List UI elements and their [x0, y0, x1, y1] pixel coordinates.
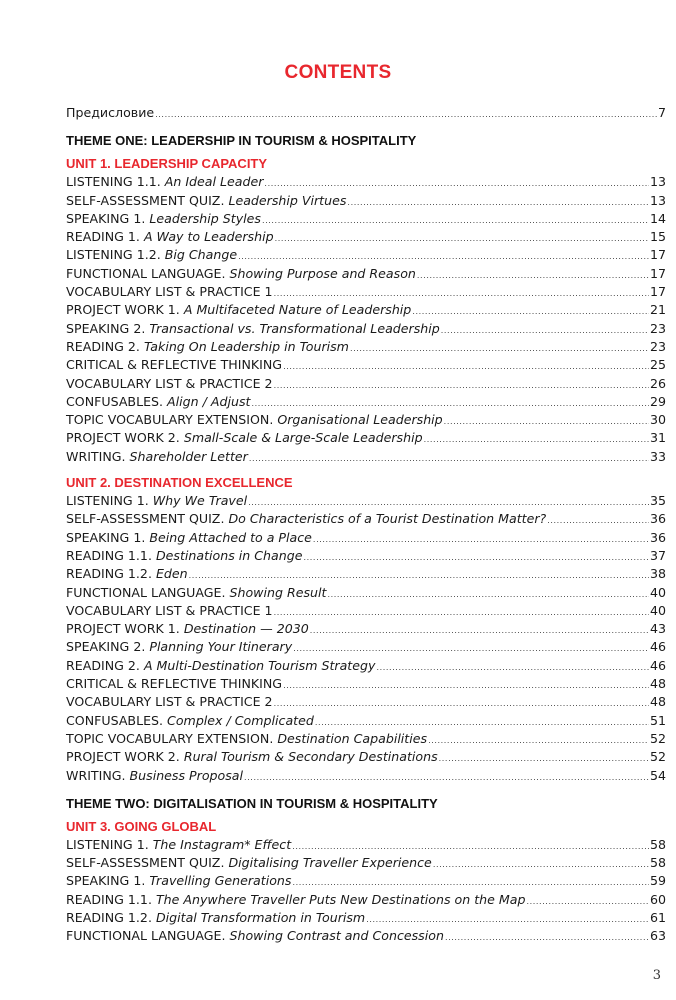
entry-label — [66, 872, 291, 890]
toc-entry[interactable] — [66, 429, 666, 447]
toc-entry[interactable] — [66, 265, 666, 283]
dot-leader — [445, 929, 649, 947]
entry-label — [66, 547, 303, 565]
entry-section: SPEAKING 1. — [66, 210, 150, 226]
entry-page: 31 — [649, 430, 666, 446]
entry-title: The Anywhere Traveller Puts New Destinations on the Map — [155, 891, 526, 907]
entry-title: Leadership Styles — [149, 210, 261, 226]
dot-leader — [275, 230, 649, 248]
entry-title: Showing Purpose and Reason — [229, 265, 416, 281]
entry-title: Complex / Complicated — [167, 712, 314, 728]
dot-leader — [304, 549, 649, 567]
toc-entry[interactable] — [66, 338, 666, 356]
entry-page: 52 — [649, 749, 666, 765]
entry-page: 43 — [649, 621, 666, 637]
toc-entry[interactable] — [66, 448, 666, 466]
entry-section: WRITING. — [66, 767, 130, 783]
entry-page: 37 — [649, 547, 666, 563]
entry-label — [66, 492, 247, 510]
toc-entry[interactable] — [66, 411, 666, 429]
entry-title: Taking On Leadership in Tourism — [143, 338, 349, 354]
entry-section: READING 1.1. — [66, 891, 156, 907]
dot-leader — [376, 659, 649, 677]
toc-entry[interactable] — [66, 712, 666, 730]
toc-entry[interactable] — [66, 620, 666, 638]
entry-section: SPEAKING 2. — [66, 639, 150, 655]
entry-page: 17 — [649, 284, 666, 300]
toc-entry[interactable] — [66, 836, 666, 854]
entry-section: SPEAKING 2. — [66, 320, 150, 336]
dot-leader — [526, 893, 649, 911]
entry-label — [66, 356, 282, 374]
entry-page: 15 — [649, 229, 666, 245]
theme-heading: THEME ONE: LEADERSHIP IN TOURISM & HOSPITALITY — [66, 133, 417, 149]
toc-entry[interactable] — [66, 393, 666, 411]
entry-label — [66, 375, 273, 393]
entry-section: PROJECT WORK 2. — [66, 430, 184, 446]
toc-entry[interactable] — [66, 320, 666, 338]
entry-page: 40 — [649, 602, 666, 618]
entry-title: Big Change — [164, 247, 238, 263]
entry-section: PROJECT WORK 1. — [66, 302, 184, 318]
entry-page: 58 — [649, 855, 666, 871]
entry-page: 52 — [649, 730, 666, 746]
table-of-contents — [66, 104, 666, 946]
entry-page: 35 — [649, 493, 666, 509]
entry-page: 23 — [649, 320, 666, 336]
entry-label — [66, 529, 312, 547]
entry-section: CRITICAL & REFLECTIVE THINKING — [66, 676, 283, 692]
entry-label — [66, 265, 416, 283]
entry-label — [66, 565, 188, 583]
entry-label — [66, 210, 261, 228]
dot-leader — [417, 267, 649, 285]
entry-title: Transactional vs. Transformational Leadership — [149, 320, 440, 336]
entry-title: Small-Scale & Large-Scale Leadership — [183, 430, 423, 446]
entry-label: Предисловие — [66, 105, 155, 120]
entry-section: FUNCTIONAL LANGUAGE. — [66, 265, 230, 281]
entry-title: Organisational Leadership — [277, 412, 443, 428]
toc-entry[interactable] — [66, 909, 666, 927]
entry-page: 29 — [649, 393, 666, 409]
entry-section: VOCABULARY LIST & PRACTICE 1 — [66, 284, 273, 300]
entry-title: Showing Result — [229, 584, 327, 600]
entry-title: Business Proposal — [129, 767, 244, 783]
toc-entry[interactable] — [66, 767, 666, 785]
toc-entry[interactable] — [66, 375, 666, 393]
toc-entry[interactable] — [66, 210, 666, 228]
entry-page: 40 — [649, 584, 666, 600]
toc-entry[interactable] — [66, 529, 666, 547]
entry-title: Digital Transformation in Tourism — [155, 909, 366, 925]
entry-title: Eden — [155, 566, 188, 582]
entry-label — [66, 602, 273, 620]
entry-label — [66, 891, 525, 909]
entry-title: Destination Capabilities — [277, 730, 428, 746]
dot-leader — [313, 531, 649, 549]
toc-entry[interactable] — [66, 510, 666, 528]
entry-label — [66, 411, 443, 429]
entry-section: SPEAKING 1. — [66, 873, 150, 889]
dot-leader — [249, 450, 649, 468]
entry-label — [66, 246, 237, 264]
entry-title: Shareholder Letter — [129, 448, 248, 464]
unit-heading: UNIT 2. DESTINATION EXCELLENCE — [66, 475, 293, 491]
entry-section: SPEAKING 1. — [66, 529, 150, 545]
entry-page: 14 — [649, 210, 666, 226]
entry-section: LISTENING 1.2. — [66, 247, 165, 263]
entry-section: READING 1.1. — [66, 547, 156, 563]
entry-label — [66, 283, 273, 301]
entry-page: 25 — [649, 357, 666, 373]
dot-leader — [283, 358, 649, 376]
toc-entry[interactable] — [66, 675, 666, 693]
toc-entry[interactable] — [66, 891, 666, 909]
entry-page: 21 — [649, 302, 666, 318]
entry-page: 13 — [649, 174, 666, 190]
dot-leader — [155, 106, 657, 124]
entry-title: Being Attached to a Place — [149, 529, 312, 545]
entry-label — [66, 173, 263, 191]
entry-section: TOPIC VOCABULARY EXTENSION. — [66, 730, 278, 746]
entry-section: CONFUSABLES. — [66, 393, 168, 409]
entry-section: VOCABULARY LIST & PRACTICE 1 — [66, 602, 273, 618]
theme-heading: THEME TWO: DIGITALISATION IN TOURISM & HOSPITALITY — [66, 795, 438, 811]
dot-leader — [274, 377, 649, 395]
page-title: CONTENTS — [284, 62, 392, 83]
entry-label — [66, 301, 411, 319]
entry-label — [66, 320, 440, 338]
entry-label — [66, 338, 349, 356]
dot-leader — [412, 303, 649, 321]
toc-entry[interactable] — [66, 492, 666, 510]
entry-label — [66, 767, 243, 785]
page-number: 3 — [652, 968, 661, 983]
entry-page: 60 — [649, 891, 666, 907]
toc-entry[interactable] — [66, 602, 666, 620]
entry-section: SELF-ASSESSMENT QUIZ. — [66, 192, 229, 208]
toc-entry[interactable] — [66, 547, 666, 565]
entry-page: 48 — [649, 694, 666, 710]
entry-label — [66, 730, 427, 748]
dot-leader — [244, 769, 649, 787]
dot-leader — [347, 194, 649, 212]
toc-entry[interactable] — [66, 657, 666, 675]
entry-page: 17 — [649, 265, 666, 281]
entry-section: FUNCTIONAL LANGUAGE. — [66, 584, 230, 600]
unit-heading: UNIT 3. GOING GLOBAL — [66, 818, 217, 834]
entry-section: CRITICAL & REFLECTIVE THINKING — [66, 357, 283, 373]
toc-entry[interactable] — [66, 246, 666, 264]
dot-leader — [441, 322, 649, 340]
entry-title: A Way to Leadership — [143, 229, 274, 245]
entry-label — [66, 584, 326, 602]
entry-label — [66, 748, 438, 766]
entry-section: READING 2. — [66, 657, 144, 673]
entry-title: Showing Contrast and Concession — [229, 928, 444, 944]
entry-section: TOPIC VOCABULARY EXTENSION. — [66, 412, 278, 428]
entry-title: Destination — 2030 — [183, 621, 309, 637]
toc-entry[interactable] — [66, 748, 666, 766]
toc-entry[interactable] — [66, 565, 666, 583]
dot-leader — [547, 512, 649, 530]
entry-page: 59 — [649, 873, 666, 889]
entry-section: FUNCTIONAL LANGUAGE. — [66, 928, 230, 944]
entry-label — [66, 448, 248, 466]
entry-label — [66, 693, 273, 711]
entry-page: 46 — [649, 657, 666, 673]
dot-leader — [433, 856, 649, 874]
unit-heading: UNIT 1. LEADERSHIP CAPACITY — [66, 156, 268, 172]
entry-page: 13 — [649, 192, 666, 208]
entry-page: 63 — [649, 928, 666, 944]
dot-leader — [274, 604, 649, 622]
entry-section: WRITING. — [66, 448, 130, 464]
toc-entry[interactable] — [66, 173, 666, 191]
dot-leader — [439, 750, 649, 768]
entry-title: Digitalising Traveller Experience — [228, 855, 432, 871]
entry-label — [66, 854, 432, 872]
entry-page: 38 — [649, 566, 666, 582]
entry-label — [66, 510, 546, 528]
entry-label — [66, 192, 346, 210]
entry-title: An Ideal Leader — [164, 174, 264, 190]
entry-title: The Instagram* Effect — [152, 836, 292, 852]
toc-entry[interactable] — [66, 584, 666, 602]
entry-title: Travelling Generations — [149, 873, 292, 889]
entry-page: 58 — [649, 836, 666, 852]
entry-section: READING 1.2. — [66, 909, 156, 925]
toc-entry[interactable] — [66, 638, 666, 656]
entry-title: Planning Your Itinerary — [149, 639, 293, 655]
dot-leader — [274, 695, 649, 713]
dot-leader — [428, 732, 649, 750]
entry-page: 30 — [649, 412, 666, 428]
entry-page: 17 — [649, 247, 666, 263]
dot-leader — [444, 413, 649, 431]
entry-page: 46 — [649, 639, 666, 655]
entry-section: PROJECT WORK 1. — [66, 621, 184, 637]
dot-leader — [327, 586, 649, 604]
entry-section: LISTENING 1.1. — [66, 174, 165, 190]
entry-page: 23 — [649, 338, 666, 354]
entry-label — [66, 909, 365, 927]
entry-section: LISTENING 1. — [66, 836, 153, 852]
entry-label — [66, 836, 291, 854]
entry-section: READING 2. — [66, 338, 144, 354]
entry-section: READING 1. — [66, 229, 144, 245]
toc-entry[interactable] — [66, 854, 666, 872]
entry-title: Leadership Virtues — [228, 192, 347, 208]
toc-entry[interactable] — [66, 301, 666, 319]
entry-page: 48 — [649, 676, 666, 692]
toc-entry[interactable] — [66, 228, 666, 246]
toc-entry[interactable] — [66, 693, 666, 711]
entry-title: Rural Tourism & Secondary Destinations — [183, 749, 438, 765]
dot-leader — [262, 212, 649, 230]
entry-label — [66, 228, 274, 246]
dot-leader — [310, 622, 649, 640]
entry-title: Align / Adjust — [167, 393, 251, 409]
entry-page: 36 — [649, 511, 666, 527]
entry-section: READING 1.2. — [66, 566, 156, 582]
entry-page: 51 — [649, 712, 666, 728]
entry-section: VOCABULARY LIST & PRACTICE 2 — [66, 375, 273, 391]
entry-title: A Multifaceted Nature of Leadership — [183, 302, 412, 318]
entry-section: SELF-ASSESSMENT QUIZ. — [66, 511, 229, 527]
entry-label — [66, 675, 282, 693]
entry-section: LISTENING 1. — [66, 493, 153, 509]
dot-leader — [283, 677, 649, 695]
entry-title: Why We Travel — [152, 493, 248, 509]
dot-leader — [350, 340, 649, 358]
entry-page: 7 — [657, 105, 666, 120]
entry-title: A Multi-Destination Tourism Strategy — [143, 657, 376, 673]
entry-section: VOCABULARY LIST & PRACTICE 2 — [66, 694, 273, 710]
entry-page: 26 — [649, 375, 666, 391]
entry-page: 54 — [649, 767, 666, 783]
entry-title: Destinations in Change — [155, 547, 303, 563]
entry-page: 61 — [649, 909, 666, 925]
dot-leader — [424, 431, 649, 449]
entry-label — [66, 638, 292, 656]
entry-title: Do Characteristics of a Tourist Destination Matter? — [228, 511, 547, 527]
toc-entry[interactable] — [66, 872, 666, 890]
toc-entry[interactable] — [66, 356, 666, 374]
toc-entry[interactable] — [66, 283, 666, 301]
entry-section: SELF-ASSESSMENT QUIZ. — [66, 855, 229, 871]
toc-entry[interactable] — [66, 730, 666, 748]
entry-page: 36 — [649, 529, 666, 545]
entry-label — [66, 393, 250, 411]
entry-label — [66, 620, 309, 638]
entry-label — [66, 429, 423, 447]
entry-label — [66, 712, 314, 730]
entry-section: PROJECT WORK 2. — [66, 749, 184, 765]
toc-entry[interactable] — [66, 927, 666, 945]
entry-label — [66, 657, 375, 675]
entry-label — [66, 927, 444, 945]
toc-entry[interactable] — [66, 192, 666, 210]
entry-section: CONFUSABLES. — [66, 712, 168, 728]
toc-entry-preface[interactable] — [66, 104, 666, 122]
entry-page: 33 — [649, 448, 666, 464]
